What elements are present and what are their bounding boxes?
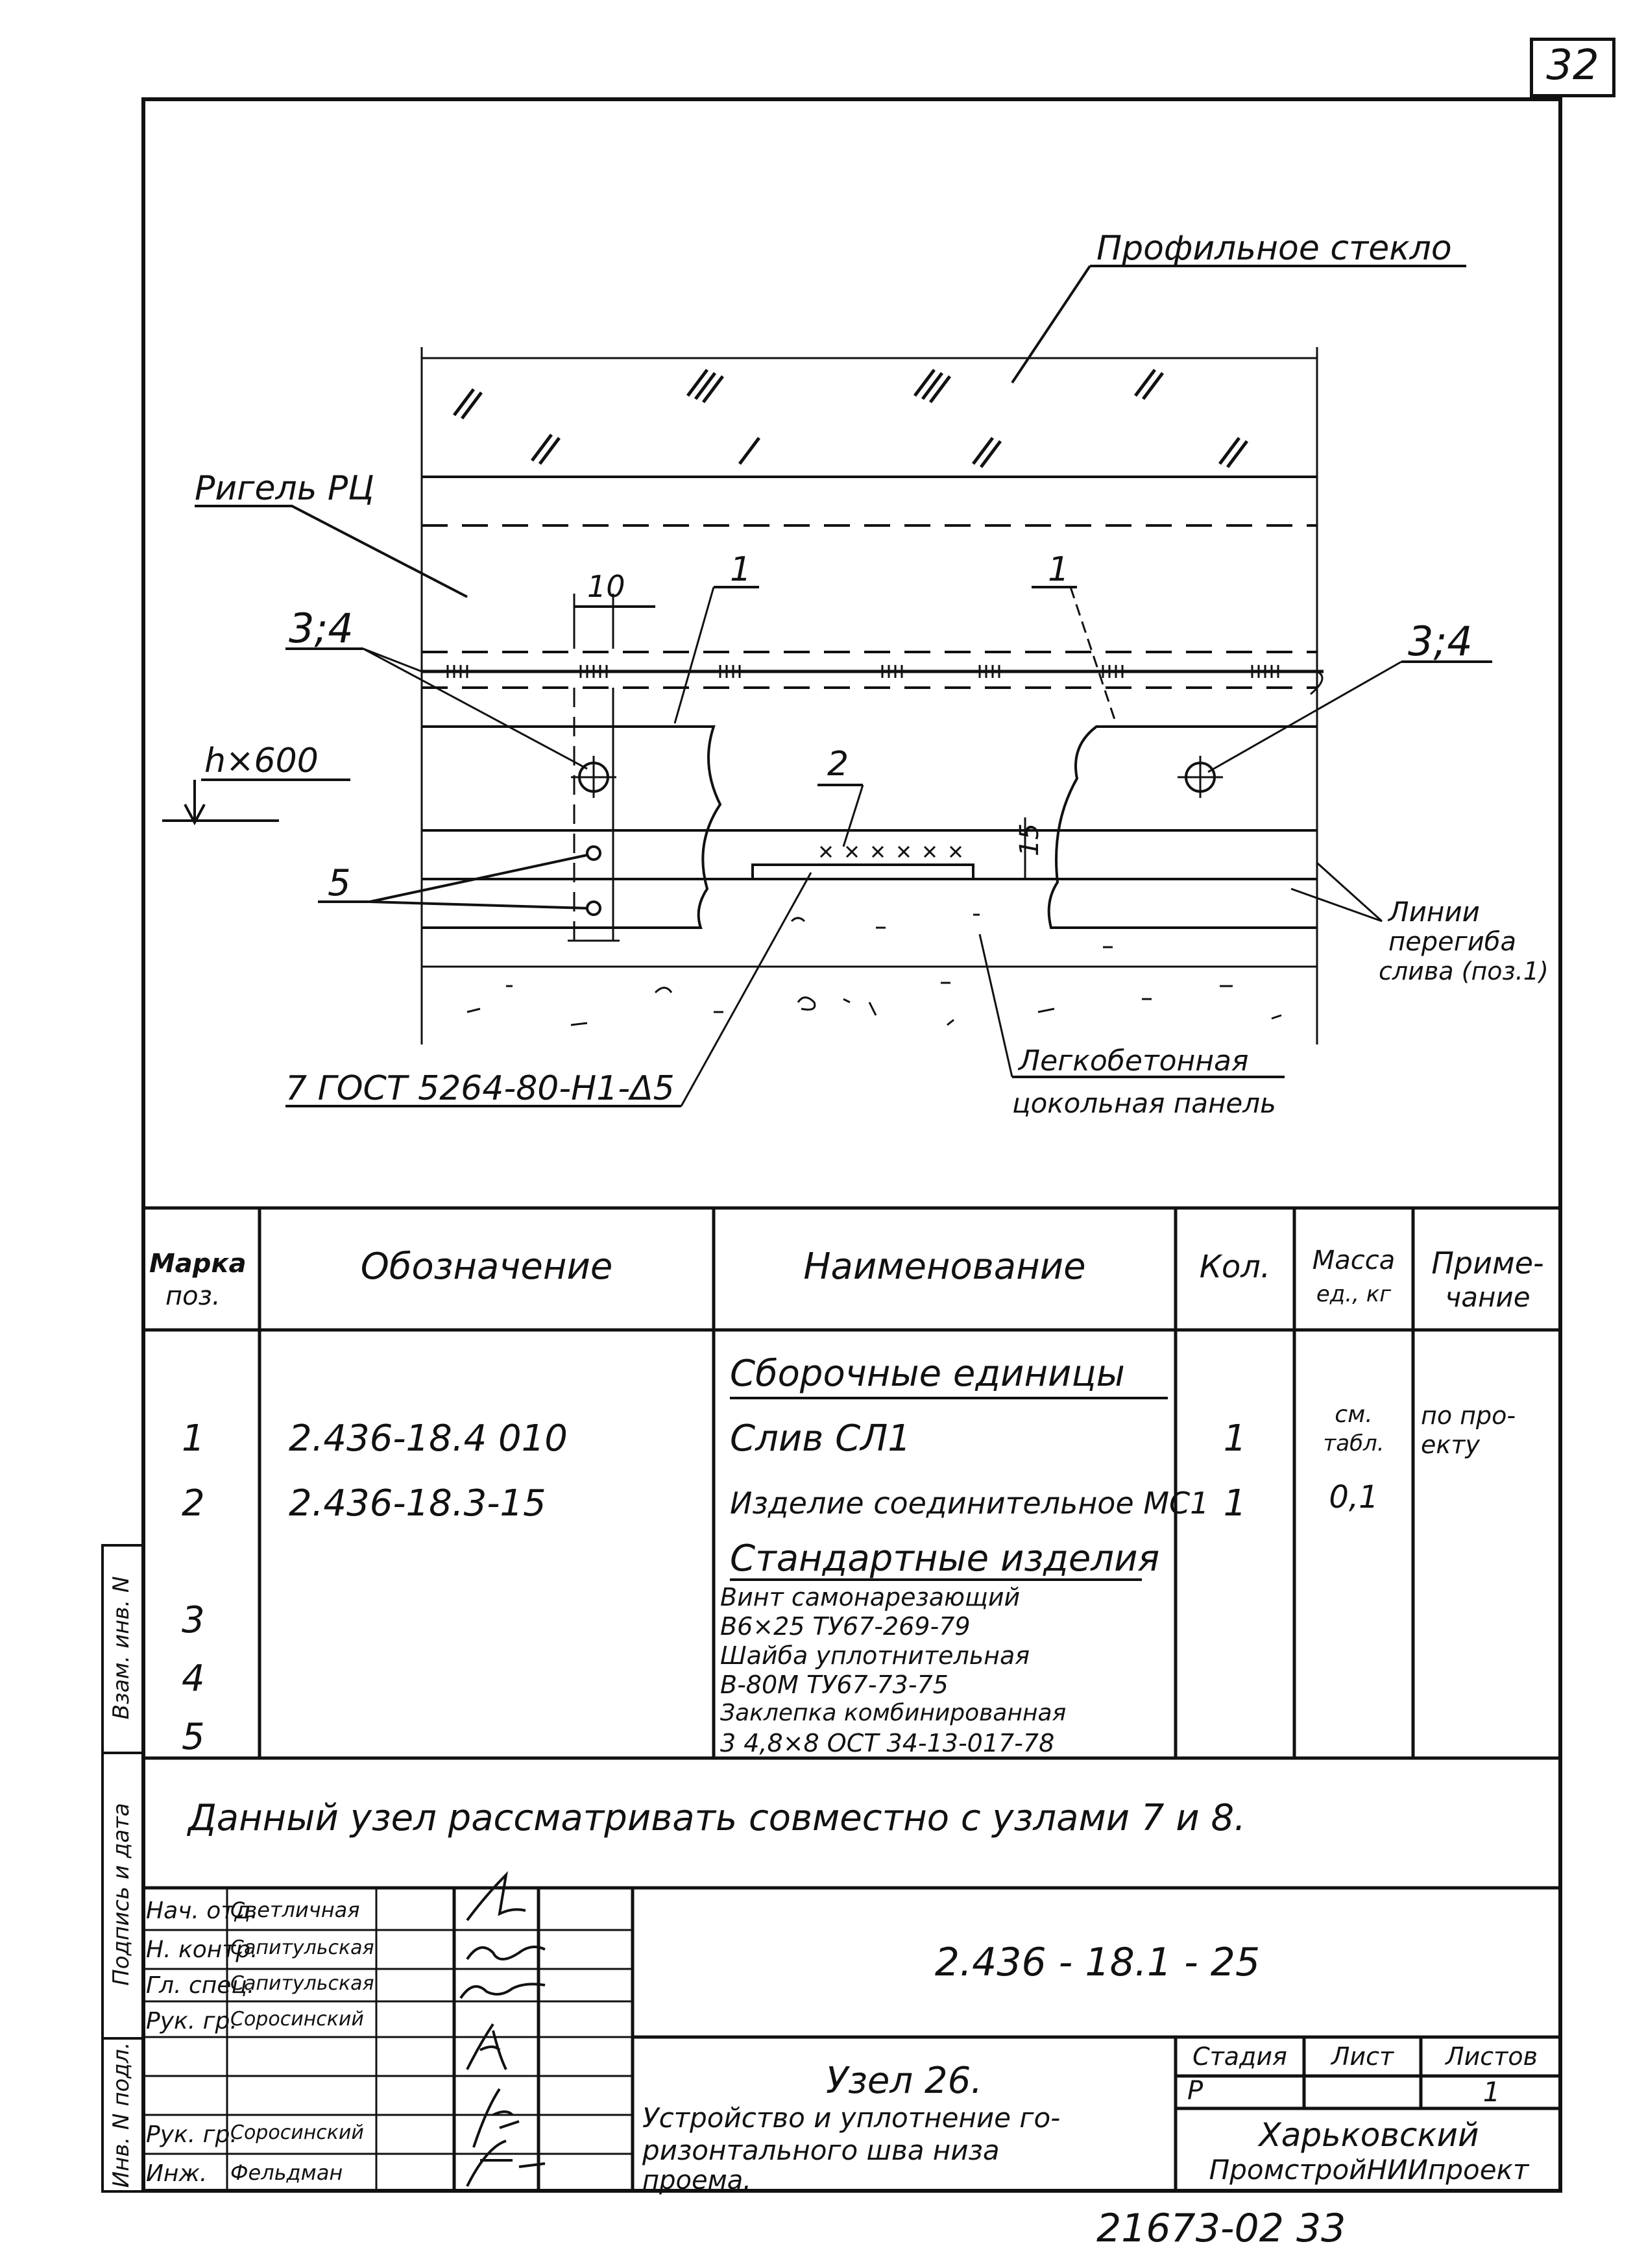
label-dim-15: 15	[1015, 823, 1045, 856]
row2-mass: 0,1	[1329, 1479, 1379, 1515]
label-weld: 7 ГОСТ 5264-80-Н1-Δ5	[285, 1069, 675, 1108]
sheets-label: Листов	[1446, 2042, 1538, 2071]
header-mass-line2: ед., кг	[1316, 1281, 1392, 1307]
sheets-value: 1	[1482, 2076, 1501, 2108]
label-profile-glass: Профильное стекло	[1096, 229, 1452, 268]
role-4: Рук. гр.	[146, 2008, 237, 2034]
header-name: Наименование	[803, 1246, 1086, 1288]
side-label-sign-date: Подпись и дата	[108, 1803, 134, 1986]
label-pos1-right: 1	[1048, 550, 1070, 589]
row4-name-line2: В-80М ТУ67-73-75	[720, 1671, 949, 1699]
row2-designation: 2.436-18.3-15	[289, 1482, 546, 1525]
row4-mark: 4	[182, 1658, 205, 1700]
row5-name-line2: 3 4,8×8 ОСТ 34-13-017-78	[720, 1729, 1055, 1757]
title-line2: Устройство и уплотнение го-	[642, 2102, 1061, 2134]
row1-qty: 1	[1223, 1418, 1247, 1460]
label-34-right: 3;4	[1408, 618, 1473, 665]
header-mark-line1: Марка	[149, 1249, 247, 1279]
label-pos1-left: 1	[730, 550, 752, 589]
label-34-left: 3;4	[289, 605, 354, 652]
label-bend-line-2: перегиба	[1388, 927, 1516, 957]
stage-value: Р	[1187, 2076, 1204, 2106]
side-label-replace-inv: Взам. инв. N	[108, 1576, 134, 1720]
row2-name: Изделие соединительное МС1	[730, 1486, 1209, 1521]
header-designation: Обозначение	[360, 1246, 613, 1288]
title-line4: проема.	[642, 2165, 752, 2195]
role-7: Инж.	[146, 2160, 208, 2187]
label-bend-line-1: Линии	[1388, 896, 1480, 928]
role-3: Гл. спец.	[146, 1972, 255, 1999]
row1-name: Слив СЛ1	[730, 1418, 911, 1460]
name-4: Соросинский	[230, 2008, 364, 2031]
note-text: Данный узел рассматривать совместно с узлами 7 и 8.	[188, 1797, 1246, 1839]
row1-mark: 1	[182, 1418, 205, 1460]
label-pos2: 2	[827, 745, 849, 784]
label-hx600: h×600	[204, 742, 319, 780]
section-standard: Стандартные изделия	[730, 1538, 1160, 1580]
role-1: Нач. отд.	[146, 1898, 258, 1924]
row2-qty: 1	[1223, 1482, 1247, 1525]
label-dim-10: 10	[587, 569, 625, 604]
row1-mass-line2: табл.	[1323, 1430, 1385, 1456]
name-7: Фельдман	[230, 2160, 343, 2185]
label-bend-line-3: слива (поз.1)	[1379, 957, 1549, 985]
row3-mark: 3	[182, 1599, 205, 1641]
name-2: Сапитульская	[230, 1936, 374, 1959]
sheet-label: Лист	[1331, 2042, 1394, 2071]
org-line1: Харьковский	[1259, 2116, 1479, 2154]
header-qty: Кол.	[1199, 1249, 1271, 1285]
header-mark-line2: поз.	[165, 1281, 221, 1311]
row5-mark: 5	[182, 1716, 205, 1758]
row3-name-line2: В6×25 ТУ67-269-79	[720, 1612, 971, 1641]
row1-note-line1: по про-	[1421, 1401, 1516, 1430]
title-line1: Узел 26.	[825, 2060, 982, 2102]
header-note-line2: чание	[1445, 1281, 1530, 1313]
row1-note-line2: екту	[1421, 1430, 1480, 1459]
name-6: Соросинский	[230, 2121, 364, 2144]
row4-name-line1: Шайба уплотнительная	[720, 1641, 1030, 1670]
role-2: Н. контр.	[146, 1936, 258, 1963]
signatures	[461, 1875, 545, 2186]
label-panel-2: цокольная панель	[1012, 1087, 1276, 1119]
row1-mass-line1: см.	[1335, 1401, 1373, 1428]
label-panel-1: Легкобетонная	[1019, 1044, 1249, 1078]
sheet-number: 32	[1546, 42, 1599, 90]
header-note-line1: Приме-	[1431, 1246, 1544, 1281]
row5-name-line1: Заклепка комбинированная	[720, 1700, 1067, 1726]
side-label-inv-orig: Инв. N подл.	[108, 2042, 134, 2188]
stage-label: Стадия	[1192, 2042, 1287, 2071]
header-mass-line1: Масса	[1312, 1246, 1396, 1275]
title-line3: ризонтального шва низа	[642, 2134, 1000, 2166]
label-rigel: Ригель РЦ	[195, 469, 374, 508]
name-1: Светличная	[230, 1898, 360, 1922]
role-6: Рук. гр.	[146, 2121, 237, 2148]
name-3: Сапитульская	[230, 1972, 374, 1995]
row3-name-line1: Винт самонарезающий	[720, 1583, 1021, 1611]
footer-code: 21673-02 33	[1096, 2206, 1346, 2251]
doc-code: 2.436 - 18.1 - 25	[934, 1940, 1261, 1985]
row1-designation: 2.436-18.4 010	[289, 1418, 568, 1460]
label-pos5: 5	[328, 862, 351, 904]
row2-mark: 2	[182, 1482, 205, 1525]
org-line2: ПромстройНИИпроект	[1209, 2154, 1529, 2186]
section-assembly: Сборочные единицы	[730, 1353, 1125, 1395]
